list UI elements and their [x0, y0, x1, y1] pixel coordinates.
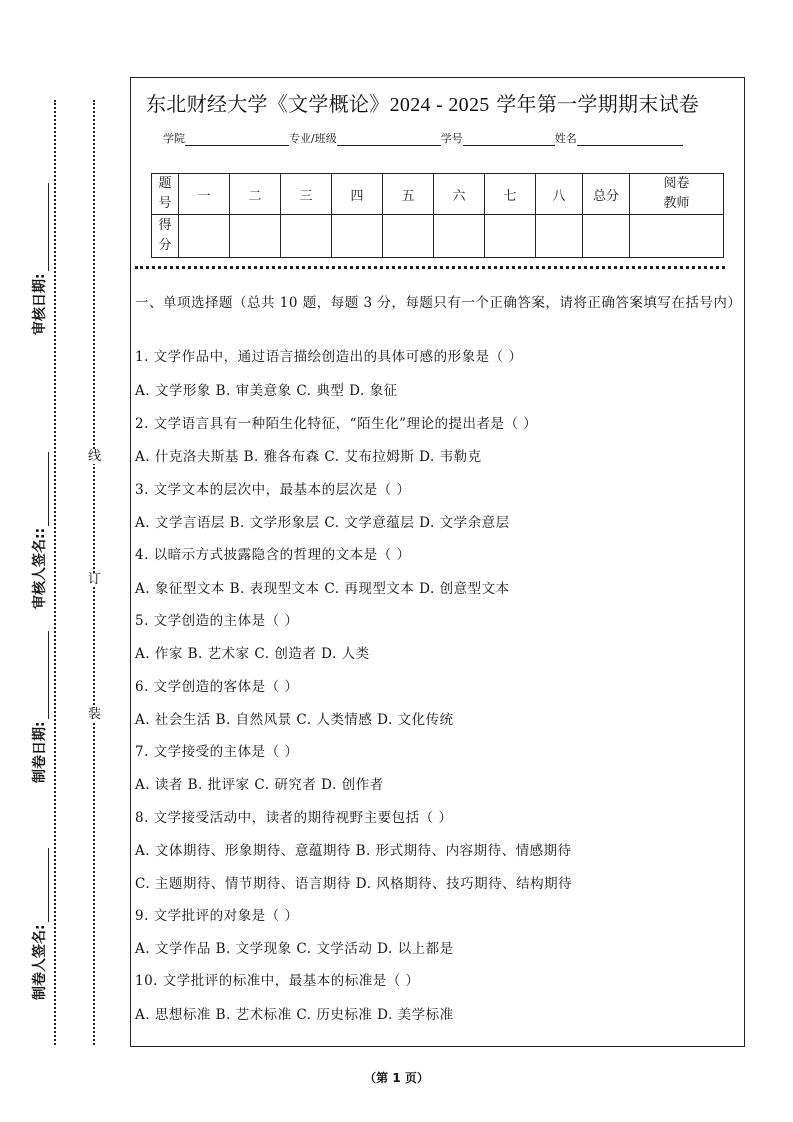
col-header: 六 [434, 174, 485, 215]
options-6: A. 社会生活 B. 自然风景 C. 人类情感 D. 文化传统 [135, 712, 454, 728]
col-header: 一 [179, 174, 230, 215]
score-cell[interactable] [179, 215, 230, 258]
score-cell[interactable] [281, 215, 332, 258]
score-cell[interactable] [485, 215, 536, 258]
question-7: 7. 文学接受的主体是（ ） [135, 744, 299, 760]
student-no-label: 学号 [440, 132, 463, 145]
options-3: A. 文学言语层 B. 文学形象层 C. 文学意蕴层 D. 文学余意层 [135, 515, 510, 531]
options-1: A. 文学形象 B. 审美意象 C. 典型 D. 象征 [135, 383, 398, 399]
question-8: 8. 文学接受活动中，读者的期待视野主要包括（ ） [135, 810, 453, 826]
col-header: 七 [485, 174, 536, 215]
margin-reviewer-sign: 审核人签名:: [29, 449, 49, 609]
question-5: 5. 文学创造的主体是（ ） [135, 613, 299, 629]
col-header: 二 [230, 174, 281, 215]
question-6: 6. 文学创造的客体是（ ） [135, 679, 299, 695]
name-label: 姓名 [554, 132, 577, 145]
student-no-field[interactable] [463, 133, 555, 146]
score-row-label: 得分 [152, 215, 179, 258]
col-header: 五 [383, 174, 434, 215]
score-cell[interactable] [332, 215, 383, 258]
score-row-label: 题号 [152, 174, 179, 215]
reviewer-cell[interactable] [630, 215, 724, 258]
score-table [151, 173, 724, 258]
bind-char-staple: 订 [88, 572, 102, 587]
student-info-line [163, 130, 683, 146]
exam-title: 东北财经大学《文学概论》2024 - 2025 学年第一学期期末试卷 [146, 92, 700, 116]
options-9: A. 文学作品 B. 文学现象 C. 文学活动 D. 以上都是 [135, 941, 454, 957]
options-5: A. 作家 B. 艺术家 C. 创造者 D. 人类 [135, 646, 370, 662]
section-heading: 一、单项选择题（总共 10 题，每题 3 分，每题只有一个正确答案，请将正确答案填写在括号内） [135, 295, 742, 311]
page-number: （第 1 页） [364, 1071, 429, 1085]
question-4: 4. 以暗示方式披露隐含的哲理的文本是（ ） [135, 547, 411, 563]
score-cell[interactable] [583, 215, 630, 258]
major-class-label: 专业/班级 [289, 132, 337, 145]
col-header: 四 [332, 174, 383, 215]
bind-char-line: 线 [88, 449, 102, 464]
col-header: 三 [281, 174, 332, 215]
options-10: A. 思想标准 B. 艺术标准 C. 历史标准 D. 美学标准 [135, 1007, 454, 1023]
bind-char-fold: 装 [88, 707, 102, 722]
margin-maker-sign: 制卷人签名: [29, 840, 49, 1000]
options-7: A. 读者 B. 批评家 C. 研究者 D. 创作者 [135, 777, 384, 793]
major-class-field[interactable] [337, 133, 441, 146]
score-cell[interactable] [434, 215, 485, 258]
score-cell[interactable] [536, 215, 583, 258]
college-label: 学院 [163, 132, 185, 145]
question-1: 1. 文学作品中，通过语言描绘创造出的具体可感的形象是（ ） [135, 349, 523, 365]
score-cell[interactable] [230, 215, 281, 258]
question-9: 9. 文学批评的对象是（ ） [135, 908, 299, 924]
margin-make-date: 制卷日期: [29, 623, 49, 783]
col-header: 总分 [583, 174, 630, 215]
score-cell[interactable] [383, 215, 434, 258]
question-2: 2. 文学语言具有一种陌生化特征，“陌生化”理论的提出者是（ ） [135, 416, 538, 432]
col-header: 八 [536, 174, 583, 215]
options-4: A. 象征型文本 B. 表现型文本 C. 再现型文本 D. 创意型文本 [135, 581, 510, 597]
question-10: 10. 文学批评的标准中，最基本的标准是（ ） [135, 973, 420, 989]
options-8b: C. 主题期待、情节期待、语言期待 D. 风格期待、技巧期待、结构期待 [135, 876, 573, 892]
options-2: A. 什克洛夫斯基 B. 雅各布森 C. 艾布拉姆斯 D. 韦勒克 [135, 449, 482, 465]
dotted-separator [135, 266, 725, 269]
reviewer-header: 阅卷教师 [630, 174, 724, 215]
margin-review-date: 审核日期: [29, 175, 49, 335]
college-field[interactable] [185, 133, 289, 146]
options-8: A. 文体期待、形象期待、意蕴期待 B. 形式期待、内容期待、情感期待 [135, 843, 572, 859]
question-3: 3. 文学文本的层次中，最基本的层次是（ ） [135, 482, 411, 498]
name-field[interactable] [577, 133, 683, 146]
margin-dotted-line-outer [54, 100, 56, 1045]
